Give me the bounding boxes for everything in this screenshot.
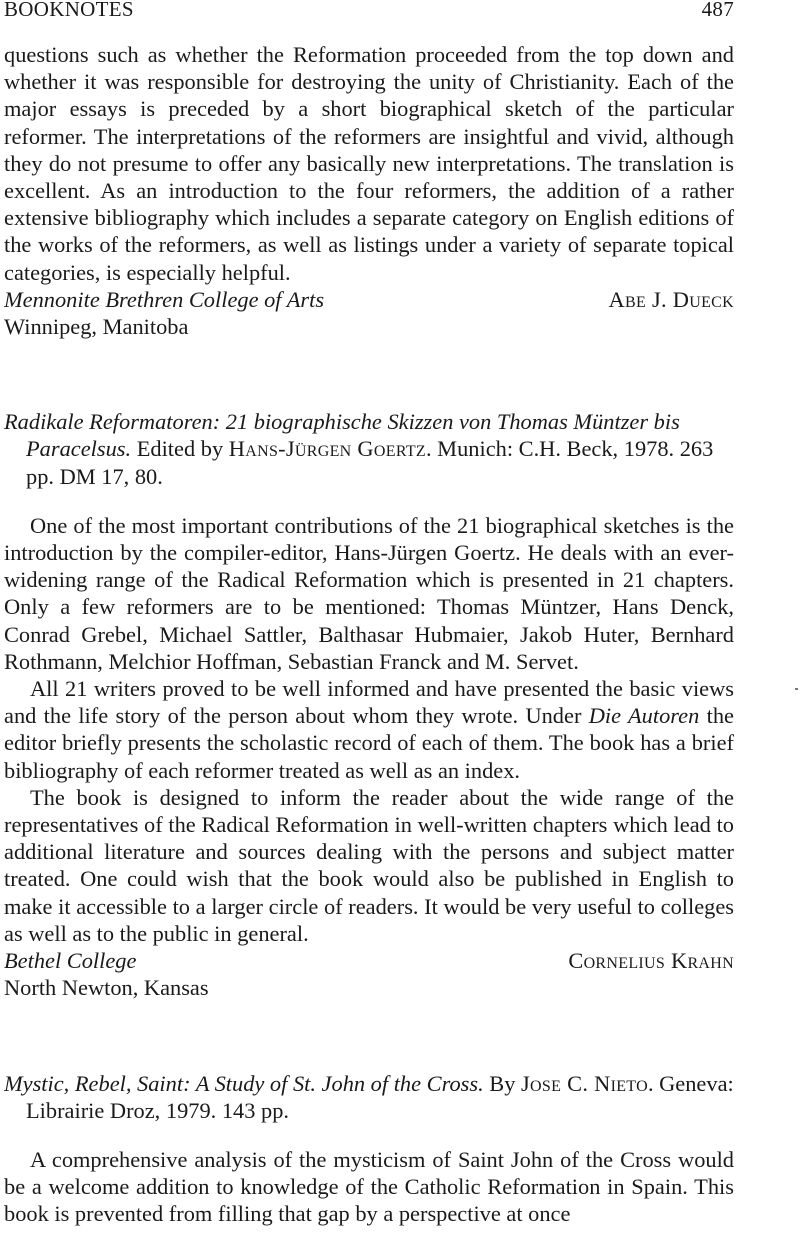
- reviewer-institution: Bethel College: [4, 948, 137, 974]
- reviewer-location: Winnipeg, Manitoba: [4, 314, 189, 340]
- review-2-paragraph-3: The book is designed to inform the reader about the wide range of the representatives of the Radical Reformation in well-written chapters which lead to additional literature and sources dealing with the persons and subject matter treated. One could wish that the book would also be published in English to make it accessible to a larger circle of readers. It would be very useful to colleges as well as to the public in general.: [4, 784, 734, 946]
- paragraph-2-end: the editor briefly presents the scholastic record of each of them. The book has a brief bibliography of each reformer treated as well as an index.: [4, 703, 734, 783]
- paragraph-2-start: All 21 writers proved to be well informed and have presented the basic views and the life story of the person about whom they wrote. Under: [4, 676, 734, 729]
- book-author: Jose C. Nieto: [521, 1070, 648, 1096]
- review-2-citation: [4, 408, 734, 490]
- edited-by-label: Edited by: [136, 436, 224, 462]
- publication-details: . Munich: C.H. Beck, 1978. 263 pp. DM 17, 80.: [26, 436, 714, 489]
- publication-details: . Geneva: Librairie Droz, 1979. 143 pp.: [26, 1070, 734, 1123]
- section-title: BOOKNOTES: [4, 0, 134, 21]
- book-title: Radikale Reformatoren: 21 biographische Skizzen von Thomas Müntzer bis Paracelsus.: [4, 409, 680, 462]
- review-3-citation: [4, 1070, 734, 1124]
- review-3: [4, 1070, 734, 1228]
- review-2-paragraph-2: [4, 675, 734, 784]
- book-editor: Hans-Jürgen Goertz: [228, 436, 426, 462]
- reviewer-name: Cornelius Krahn: [568, 948, 734, 974]
- page: [4, 0, 734, 1228]
- review-3-paragraph-1: A comprehensive analysis of the mysticism of Saint John of the Cross would be a welcome addition to knowledge of the Catholic Reformation in Spain. This book is prevented from filling that gap by a perspective at once: [4, 1146, 734, 1227]
- review-1-signature: [4, 286, 734, 313]
- reviewer-location: North Newton, Kansas: [4, 975, 209, 1001]
- page-number: 487: [701, 0, 734, 21]
- review-1: [4, 41, 734, 340]
- review-2: [4, 408, 734, 1001]
- reviewer-institution: Mennonite Brethren College of Arts: [4, 286, 325, 312]
- running-header: [4, 0, 734, 21]
- review-2-signature: [4, 947, 734, 974]
- review-1-body: questions such as whether the Reformation proceeded from the top down and whether it was responsible for destroying the unity of Christianity. Each of the major essays is preceded by a short biographical sketch of the particular reformer. The interpretations of the reformers are insightful and vivid, although they do not presume to offer any basically new interpretations. The translation is excellent. As an introduction to the four reformers, the addition of a rather extensive bibliography which includes a separate category on English editions of the works of the reformers, as well as listings under a variety of separate topical categories, is especially helpful.: [4, 42, 734, 285]
- by-label: By: [489, 1070, 516, 1096]
- book-title: Mystic, Rebel, Saint: A Study of St. John of the Cross.: [4, 1070, 484, 1096]
- paragraph-2-italic: Die Autoren: [588, 703, 700, 729]
- margin-mark: [795, 688, 798, 690]
- reviewer-name: Abe J. Dueck: [608, 286, 734, 312]
- review-2-paragraph-1: One of the most important contributions of the 21 biographical sketches is the introduction by the compiler-editor, Hans-Jürgen Goertz. He deals with an ever-widening range of the Radical Reformation which is presented in 21 chapters. Only a few reformers are to be mentioned: Thomas Müntzer, Hans Denck, Conrad Grebel, Michael Sattler, Balthasar Hubmaier, Jakob Huter, Bernhard Rothmann, Melchior Hoffman, Sebastian Franck and M. Servet.: [4, 512, 734, 674]
